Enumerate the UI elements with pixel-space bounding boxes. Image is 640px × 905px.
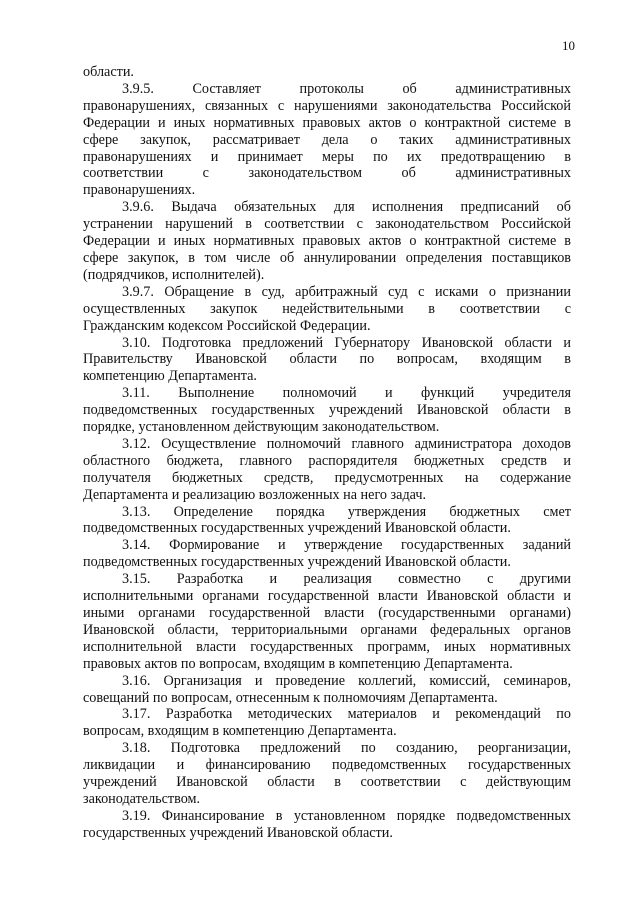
text-line: законодательством.: [83, 790, 201, 807]
text-line: получателя бюджетных средств, предусмотренных на содержание: [83, 469, 571, 486]
text-line: исполнительными органами государственной власти Ивановской области и: [83, 588, 571, 605]
text-line: Федерации и иных нормативных правовых актов о контрактной системе в: [83, 114, 571, 131]
text-line: 3.14. Формирование и утверждение государственных заданий: [122, 537, 571, 554]
text-line: правовых актов по вопросам, входящим в компетенцию Департамента.: [83, 655, 513, 672]
text-line: 3.11. Выполнение полномочий и функций учредителя: [122, 385, 571, 402]
text-line: правонарушениях, связанных с нарушениями законодательства Российской: [83, 97, 571, 114]
paragraph-p315: [83, 571, 571, 672]
text-line: 3.15. Разработка и реализация совместно с другими: [122, 571, 571, 588]
text-line: компетенцию Департамента.: [83, 368, 257, 385]
text-line: Ивановской области, территориальными органами федеральных органов: [83, 621, 571, 638]
text-line: правонарушениях.: [83, 182, 196, 199]
page-number: 10: [562, 38, 575, 53]
paragraph-p319: [83, 808, 571, 842]
text-line: 3.9.6. Выдача обязательных для исполнения предписаний об: [122, 199, 571, 216]
paragraph-p310: [83, 335, 571, 386]
text-line: устранении нарушений в соответствии с законодательством Российской: [83, 216, 571, 233]
text-line: подведомственных государственных учреждений Ивановской области.: [83, 520, 511, 537]
text-line: (подрядчиков, исполнителей).: [83, 266, 265, 283]
text-line: правонарушениях и принимает меры по их предотвращению в: [83, 148, 571, 165]
text-line: 3.18. Подготовка предложений по созданию, реорганизации,: [122, 740, 571, 757]
text-line: иными органами государственной власти (государственными органами): [83, 605, 571, 621]
text-line: области.: [83, 64, 134, 80]
text-line: порядке, установленном действующим законодательством.: [83, 419, 440, 436]
text-line: Гражданским кодексом Российской Федерации.: [83, 317, 371, 334]
text-line: ликвидации и финансированию подведомственных государственных: [83, 757, 571, 774]
text-line: государственных учреждений Ивановской области.: [83, 824, 393, 841]
text-line: 3.16. Организация и проведение коллегий, комиссий, семинаров,: [122, 672, 571, 689]
text-line: Правительству Ивановской области по вопросам, входящим в: [83, 351, 571, 368]
text-line: подведомственных государственных учреждений Ивановской области.: [83, 554, 511, 571]
text-line: совещаний по вопросам, отнесенным к полномочиям Департамента.: [83, 689, 498, 706]
paragraph-p396: [83, 199, 571, 284]
text-line: 3.10. Подготовка предложений Губернатору Ивановской области и: [122, 334, 571, 351]
text-line: осуществленных закупок недействительными в соответствии с: [83, 300, 571, 317]
text-line: 3.12. Осуществление полномочий главного администратора доходов: [122, 435, 571, 452]
text-line: 3.9.7. Обращение в суд, арбитражный суд с исками о признании: [122, 283, 571, 300]
text-line: подведомственных государственных учреждений Ивановской области в: [83, 402, 571, 419]
text-line: областного бюджета, главного распорядителя бюджетных средств и: [83, 452, 571, 469]
paragraph-p311: [83, 385, 571, 436]
text-line: вопросам, входящим в компетенцию Департамента.: [83, 723, 397, 740]
text-line: Федерации и иных нормативных правовых актов о контрактной системе в: [83, 233, 571, 250]
text-line: исполнительной власти государственных программ, иных нормативных: [83, 638, 571, 655]
text-line: сфере закупок, рассматривает дела о таких административных: [83, 131, 571, 148]
text-line: сфере закупок, в том числе об аннулировании определения поставщиков: [83, 249, 571, 266]
text-line: соответствии с законодательством об административных: [83, 165, 571, 182]
continuation-text: [83, 64, 571, 81]
text-line: 3.19. Финансирование в установленном порядке подведомственных: [122, 807, 571, 824]
paragraph-p312: [83, 436, 571, 504]
text-line: 3.17. Разработка методических материалов и рекомендаций по: [122, 706, 571, 723]
paragraph-p397: [83, 284, 571, 335]
paragraph-p313: [83, 504, 571, 538]
text-line: 3.9.5. Составляет протоколы об административных: [122, 80, 571, 97]
paragraph-p316: [83, 673, 571, 707]
paragraph-p395: [83, 81, 571, 199]
text-line: 3.13. Определение порядка утверждения бюджетных смет: [122, 503, 571, 520]
document-body: [83, 64, 571, 842]
text-line: Департамента и реализацию возложенных на него задач.: [83, 486, 427, 503]
paragraph-p318: [83, 740, 571, 808]
text-line: учреждений Ивановской области в соответствии с действующим: [83, 774, 571, 791]
paragraph-p314: [83, 537, 571, 571]
paragraph-p317: [83, 706, 571, 740]
